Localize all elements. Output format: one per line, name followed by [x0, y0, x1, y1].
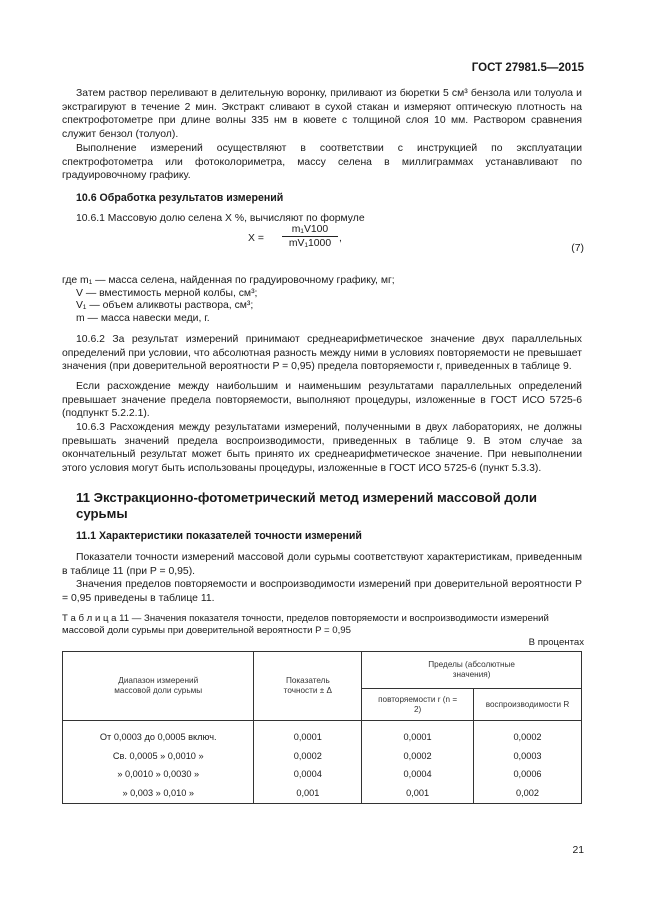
- header-limits: Пределы (абсолютные значения): [362, 652, 582, 689]
- table-unit-note: В процентах: [528, 637, 584, 648]
- section-11-heading: 11 Экстракционно-фотометрический метод измерений массовой доли сурьмы: [76, 490, 538, 521]
- formula-fraction: [282, 224, 338, 249]
- header-reproducibility: воспроизводимости R: [474, 689, 582, 721]
- definition-v1: V₁ — объем аликвоты раствора, см³;: [76, 300, 254, 311]
- header-accuracy: Показатель точности ± Δ: [254, 652, 362, 721]
- section-10-6-heading: 10.6 Обработка результатов измерений: [76, 192, 284, 204]
- formula-denominator: mV₁1000: [288, 238, 332, 249]
- paragraph-11-1-b: Значения пределов повторяемости и воспроизводимости измерений при доверительной вероятности P = 0,95 приведены в таблице 11.: [62, 579, 582, 604]
- formula-lhs: X =: [248, 233, 264, 244]
- paragraph-10-6-2: 10.6.2 За результат измерений принимают среднеарифметическое значение двух параллельных определений при условии, что абсолютная разность между ними в условиях повторяемости не превышает значения (при доверительной вероятности P = 0,95) предела повторяемости r, приведенных в таблице 9.: [62, 334, 582, 373]
- section-10-6-1-text: 10.6.1 Массовую долю селена X %, вычисляют по формуле: [76, 213, 365, 224]
- table-row: » 0,0010 » 0,0030 » 0,0004 0,0004 0,0006: [63, 766, 582, 785]
- table-row: » 0,003 » 0,010 » 0,001 0,001 0,002: [63, 785, 582, 804]
- table-row: Св. 0,0005 » 0,0010 » 0,0002 0,0002 0,0003: [63, 748, 582, 767]
- formula-numerator: m₁V100: [282, 224, 338, 237]
- formula-definitions: [62, 275, 395, 325]
- table-row: От 0,0003 до 0,0005 включ. 0,0001 0,0001 0,0002: [63, 729, 582, 748]
- table-11-caption: Т а б л и ц а 11 — Значения показателя точности, пределов повторяемости и воспроизводимости измерений массовой доли сурьмы при доверительной вероятности P = 0,95: [62, 613, 549, 637]
- paragraph-10-6-2-cont: Если расхождение между наибольшим и наименьшим результатами параллельных определений превышает значение предела повторяемости, выполняют процедуры, изложенные в ГОСТ ИСО 5725-6 (подпункт 5.2.2.1).: [62, 381, 582, 420]
- section-11-1-heading: 11.1 Характеристики показателей точности измерений: [76, 530, 362, 542]
- formula-number: (7): [571, 243, 584, 254]
- paragraph-extraction: Затем раствор переливают в делительную воронку, приливают из бюретки 5 см³ бензола или толуола и экстрагируют в течение 2 мин. Экстракт сливают в сухой стакан и измеряют оптическую плотность на спектрофотометре при длине волны 335 нм в кювете с толщиной слоя 10 мм. Раствором сравнения служит бензол (толуол).: [62, 88, 582, 140]
- paragraph-measurement: Выполнение измерений осуществляют в соответствии с инструкцией по эксплуатации спектрофотометра или фотоколориметра, массу селена в миллиграммах устанавливают по градуировочному графику.: [62, 143, 582, 182]
- header-repeatability: повторяемости r (n = 2): [362, 689, 474, 721]
- definition-m1: где m₁ — масса селена, найденная по градуировочному графику, мг;: [62, 275, 395, 286]
- page-number: 21: [572, 845, 584, 856]
- header-range: Диапазон измерений массовой доли сурьмы: [63, 652, 254, 721]
- paragraph-11-1-a: Показатели точности измерений массовой доли сурьмы соответствуют характеристикам, приведенным в таблице 11 (при P = 0,95).: [62, 552, 582, 577]
- table-11: [62, 651, 582, 804]
- document-header: ГОСТ 27981.5—2015: [471, 62, 584, 74]
- definition-v: V — вместимость мерной колбы, см³;: [76, 287, 258, 299]
- formula-7: [248, 224, 342, 249]
- definition-m: m — масса навески меди, г.: [76, 312, 210, 324]
- paragraph-10-6-3: 10.6.3 Расхождения между результатами измерений, полученными в двух лабораториях, не должны превышать значений предела воспроизводимости, приведенных в таблице 9. В этом случае за окончательный результат может быть принято их среднеарифметическое значение. При невыполнении этого условия могут быть использованы процедуры, изложенные в ГОСТ ИСО 5725-6 (пункт 5.3.3).: [62, 422, 582, 474]
- formula-comma: ,: [339, 233, 342, 244]
